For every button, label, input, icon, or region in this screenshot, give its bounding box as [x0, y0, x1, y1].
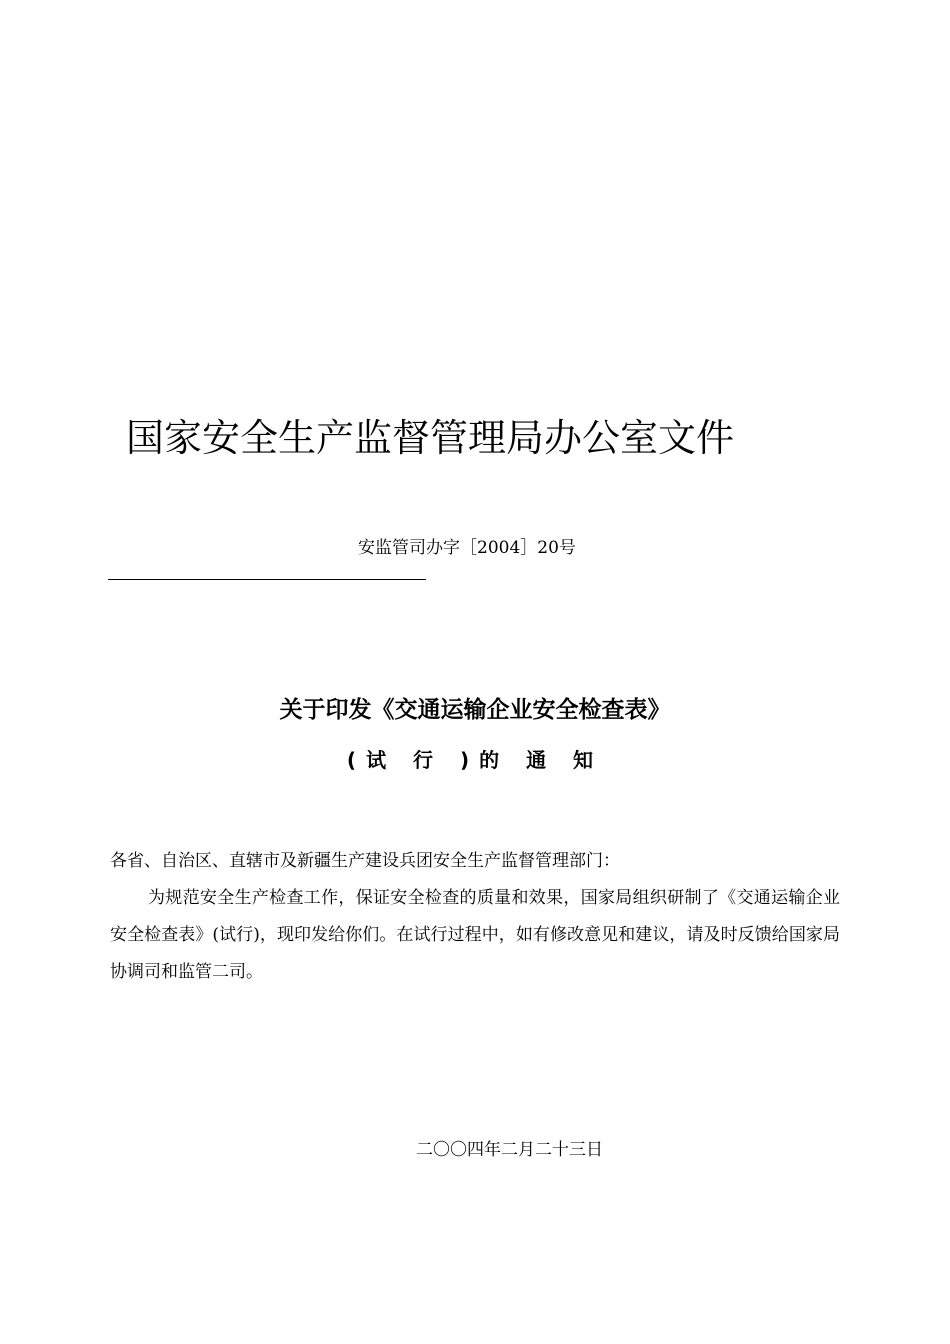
- notice-title-line-2: (试 行 )的 通 知: [346, 748, 604, 772]
- notice-title-line-1: 关于印发《交通运输企业安全检查表》: [279, 697, 671, 723]
- document-number: 安监管司办字［2004］20号: [358, 538, 576, 558]
- salutation: 各省、自治区、直辖市及新疆生产建设兵团安全生产监督管理部门：: [110, 851, 620, 871]
- body-paragraph: 为规范安全生产检查工作，保证安全检查的质量和效果，国家局组织研制了《交通运输企业安全检查表》(试行)，现印发给你们。在试行过程中，如有修改意见和建议，请及时反馈给国家局协调司和监管二司。: [110, 888, 840, 982]
- issuing-office-title: 国家安全生产监督管理局办公室文件: [126, 416, 735, 460]
- issue-date: 二〇〇四年二月二十三日: [416, 1140, 603, 1160]
- header-divider-line: [108, 579, 426, 580]
